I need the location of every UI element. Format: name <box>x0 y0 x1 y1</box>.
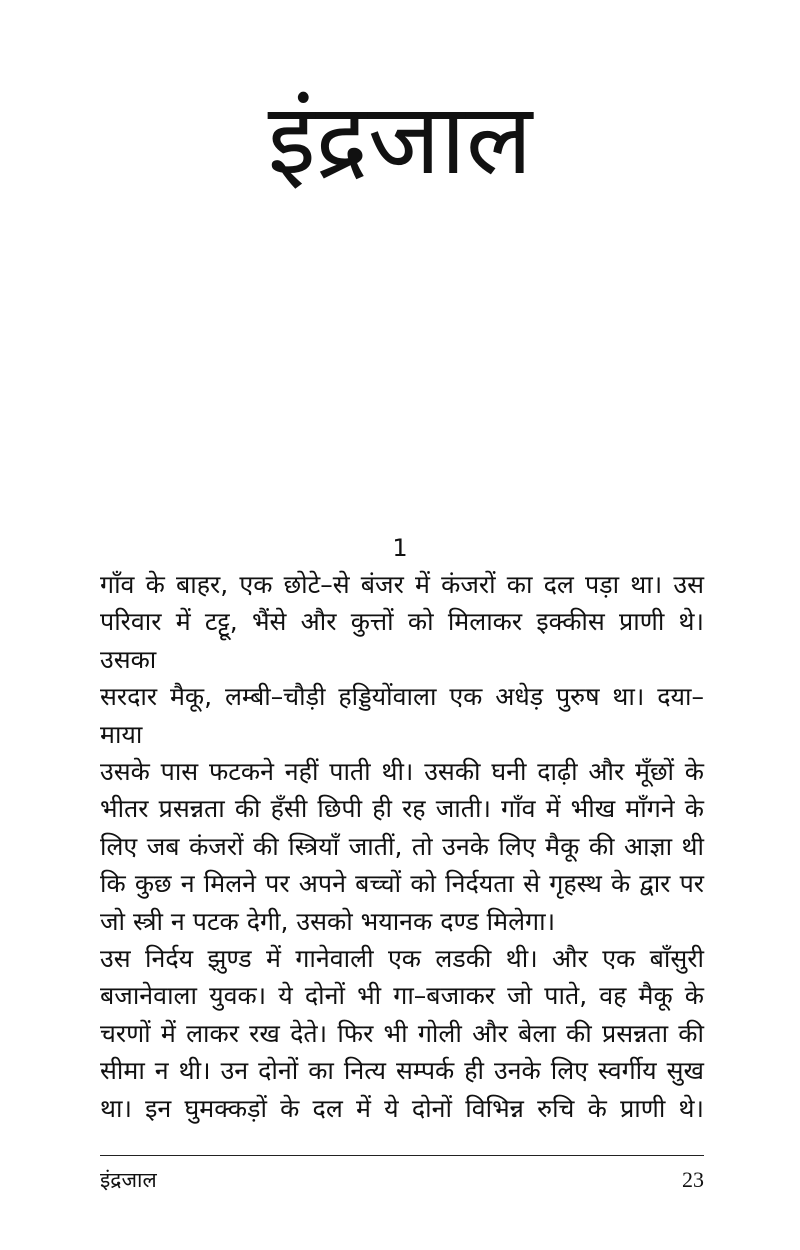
paragraph-line: चरणों में लाकर रख देते। फिर भी गोली और बेला की प्रसन्नता की <box>100 1018 704 1048</box>
page-title: इंद्रजाल <box>267 83 533 197</box>
paragraph-line: उसके पास फटकने नहीं पाती थी। उसकी घनी दाढ़ी और मूँछों के <box>100 757 704 787</box>
paragraph-line: सीमा न थी। उन दोनों का नित्य सम्पर्क ही उनके लिए स्वर्गीय सुख <box>100 1056 704 1086</box>
paragraph-line: बजानेवाला युवक। ये दोनों भी गा–बजाकर जो पाते, वह मैकू के <box>100 981 704 1011</box>
paragraph-line: उस निर्दय झुण्ड में गानेवाली एक लडकी थी। और एक बाँसुरी <box>100 944 704 974</box>
paragraph-line: जो स्त्री न पटक देगी, उसको भयानक दण्ड मिलेगा। <box>100 906 556 936</box>
footer-book-title: इंद्रजाल <box>100 1168 157 1192</box>
paragraph-line: परिवार में टट्टू, भैंसे और कुत्तों को मिलाकर इक्कीस प्राणी थे। उसका <box>100 607 704 674</box>
paragraph-line: था। इन घुमक्कड़ों के दल में ये दोनों विभिन्न रुचि के प्राणी थे। <box>100 1093 704 1123</box>
paragraph-line: सरदार मैकू, लम्बी–चौड़ी हड्डियोंवाला एक अधेड़ पुरुष था। दया–माया <box>100 682 704 749</box>
paragraph-line: लिए जब कंजरों की स्त्रियाँ जातीं, तो उनके लिए मैकू की आज्ञा थी <box>100 831 704 861</box>
paragraph-line: भीतर प्रसन्नता की हँसी छिपी ही रह जाती। गाँव में भीख माँगने के <box>100 794 704 824</box>
body-text <box>100 566 704 1127</box>
footer-divider <box>100 1155 704 1156</box>
paragraph-line: गाँव के बाहर, एक छोटे–से बंजर में कंजरों का दल पड़ा था। उस <box>100 570 704 599</box>
footer-page-number: 23 <box>682 1167 704 1192</box>
paragraph-line: कि कुछ न मिलने पर अपने बच्चों को निर्दयता से गृहस्थ के द्वार पर <box>100 869 704 899</box>
chapter-number: 1 <box>392 534 408 562</box>
